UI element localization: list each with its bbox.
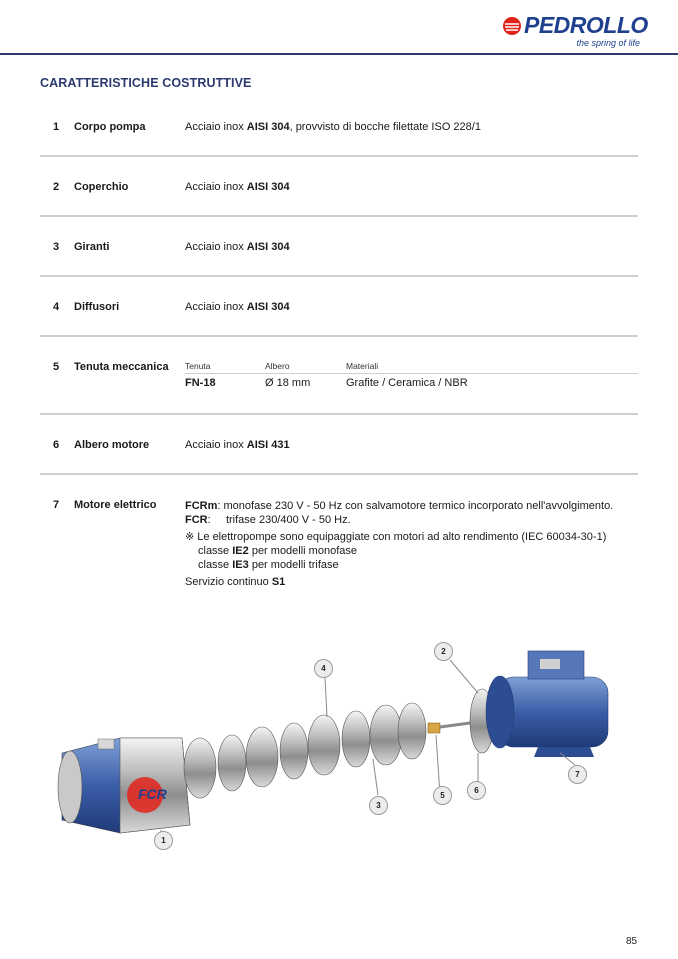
pedrollo-logo [502,14,652,50]
row-description [185,439,290,451]
row-number: 6 [53,439,60,451]
ie2-pre: classe [198,545,233,557]
motor-description [185,499,613,589]
callout-2: 2 [434,642,453,661]
row-number: 2 [53,181,60,193]
desc-plain: Acciaio inox [185,301,247,313]
seal-value-materiali: Grafite / Ceramica / NBR [346,377,468,389]
row-number: 5 [53,361,60,373]
row-number: 4 [53,301,60,313]
row-name: Diffusori [74,301,120,313]
seal-value-tenuta: FN-18 [185,377,216,389]
row-description [185,241,290,253]
exploded-pump-drawing [50,635,640,865]
brand-tagline: the spring of life [576,38,640,48]
desc-bold: AISI 304 [246,121,290,133]
desc-tail: , provvisto di bocche filettate ISO 228/1 [289,121,481,133]
ie3-post: per modelli trifase [248,559,339,571]
row-name: Tenuta meccanica [74,361,169,373]
motor-line-fcr [185,513,613,527]
fcr-text: : trifase 230/400 V - 50 Hz. [207,514,351,526]
row-divider [40,413,638,415]
row-description [185,301,290,313]
ie2-bold: IE2 [232,545,249,557]
motor-class-ie3 [185,558,613,572]
brand-name: PEDROLLO [524,12,648,38]
note-symbol-icon: ※ [185,531,195,543]
callout-7: 7 [568,765,587,784]
pump-badge: FCR [138,786,167,802]
row-divider [40,155,638,157]
electric-motor [486,651,608,757]
row-name: Albero motore [74,439,150,451]
callout-6: 6 [467,781,486,800]
row-divider [40,473,638,475]
page-number: 85 [626,936,638,947]
fcrm-text: : monofase 230 V - 50 Hz con salvamotore termico incorporato nell'avvolgimento. [217,500,614,512]
pump-stages [184,703,426,798]
row-description [185,181,290,193]
pump-body [58,738,190,833]
callout-3: 3 [369,796,388,815]
row-description [185,121,481,133]
row-number: 7 [53,499,60,511]
note-text: Le elettropompe sono equipaggiate con motori ad alto rendimento (IEC 60034-30-1) [194,531,607,543]
spec-row-tenuta-meccanica [40,361,638,401]
fcr-label: FCR [185,514,208,526]
row-number: 1 [53,121,60,133]
row-name: Giranti [74,241,110,253]
callout-1: 1 [154,831,173,850]
pedrollo-logo-mark-icon [502,16,522,36]
spec-row-motore-elettrico [40,499,638,589]
seal-and-shaft [428,723,470,733]
desc-bold: AISI 304 [246,241,290,253]
motor-line-fcrm [185,499,613,513]
header-divider [0,53,678,55]
section-title: CARATTERISTICHE COSTRUTTIVE [40,76,252,90]
row-name: Motore elettrico [74,499,157,511]
row-divider [40,335,638,337]
seal-header-divider [185,373,638,374]
desc-plain: Acciaio inox [185,241,247,253]
desc-plain: Acciaio inox [185,439,247,451]
desc-plain: Acciaio inox [185,181,247,193]
row-number: 3 [53,241,60,253]
row-name: Corpo pompa [74,121,146,133]
service-bold: S1 [271,576,286,588]
ie3-pre: classe [198,559,233,571]
seal-header-albero: Albero [265,361,290,371]
exploded-pump-illustration [50,635,640,865]
row-name: Coperchio [74,181,129,193]
seal-header-materiali: Materiali [346,361,379,371]
desc-bold: AISI 304 [246,301,290,313]
ie3-bold: IE3 [232,559,249,571]
row-divider [40,215,638,217]
callout-5: 5 [433,786,452,805]
fcrm-label: FCRm [185,500,218,512]
seal-header-tenuta: Tenuta [185,361,211,371]
ie2-post: per modelli monofase [248,545,357,557]
desc-bold: AISI 431 [246,439,290,451]
service-pre: Servizio continuo [185,576,272,588]
motor-service [185,575,613,589]
motor-note [185,530,613,544]
seal-value-albero: Ø 18 mm [265,377,311,389]
desc-bold: AISI 304 [246,181,290,193]
callout-4: 4 [314,659,333,678]
desc-plain: Acciaio inox [185,121,247,133]
motor-class-ie2 [185,544,613,558]
row-divider [40,275,638,277]
